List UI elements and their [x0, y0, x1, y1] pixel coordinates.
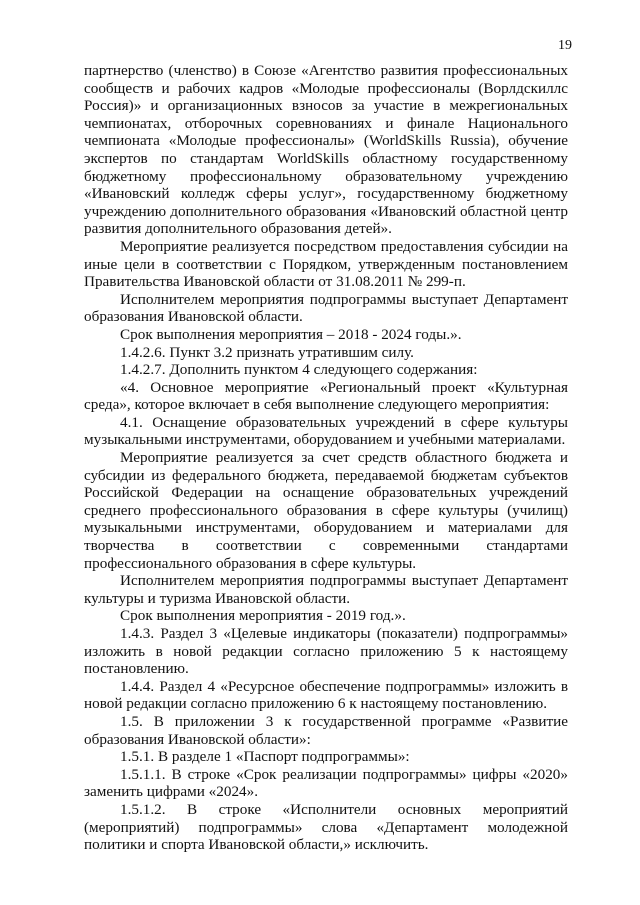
paragraph: 1.4.2.7. Дополнить пунктом 4 следующего содержания: [120, 361, 478, 379]
paragraph: Срок выполнения мероприятия – 2018 - 2024 годы.». [120, 325, 462, 343]
document-body [84, 62, 568, 854]
paragraph: Срок выполнения мероприятия - 2019 год.». [120, 607, 406, 625]
paragraph: Исполнителем мероприятия подпрограммы выступает Департамент образования Ивановской области. [84, 290, 568, 326]
paragraph: Мероприятие реализуется за счет средств областного бюджета и субсидии из федерального бюджета, передаваемой бюджетам субъектов Российской Федерации на оснащение образовательных учреждений среднего профессионального образования в сфере культуры (училищ) музыкальными инструментами, оборудованием и материалами для творчества в соответствии с современными стандартами профессионального образования в сфере культуры. [84, 449, 568, 572]
paragraph: 4.1. Оснащение образовательных учреждений в сфере культуры музыкальными инструментами, оборудованием и учебными материалами. [84, 413, 568, 449]
paragraph: Исполнителем мероприятия подпрограммы выступает Департамент культуры и туризма Ивановской области. [84, 572, 568, 607]
paragraph: Мероприятие реализуется посредством предоставления субсидии на иные цели в соответствии с Порядком, утвержденным постановлением Правительства Ивановской области от 31.08.2011 № 299-п. [84, 237, 568, 291]
paragraph: 1.5.1. В разделе 1 «Паспорт подпрограммы»: [120, 748, 410, 766]
page-number: 19 [558, 38, 572, 53]
paragraph: 1.4.2.6. Пункт 3.2 признать утратившим силу. [120, 343, 414, 361]
paragraph: 1.5. В приложении 3 к государственной программе «Развитие образования Ивановской области»: [84, 712, 568, 748]
paragraph: 1.4.3. Раздел 3 «Целевые индикаторы (показатели) подпрограммы» изложить в новой редакции согласно приложению 5 к настоящему постановлению. [84, 625, 568, 678]
paragraph: 1.5.1.1. В строке «Срок реализации подпрограммы» цифры «2020» заменить цифрами «2024». [84, 765, 568, 801]
paragraph: партнерство (членство) в Союзе «Агентство развития профессиональных сообществ и рабочих кадров «Молодые профессионалы (Ворлдскиллс Россия)» и организационных взносов за участие в межрегиональных чемпионатах, отборочных соревнованиях и финале Национального чемпионата «Молодые профессионалы» (WorldSkills Russia), обучение экспертов по стандартам WorldSkills областному государственному бюджетному профессиональному образовательному учреждению «Ивановский колледж сферы услуг», государственному бюджетному учреждению дополнительного образования «Ивановский областной центр развития дополнительного образования детей». [84, 62, 568, 238]
paragraph: «4. Основное мероприятие «Региональный проект «Культурная среда», которое включает в себя выполнение следующего мероприятия: [84, 378, 568, 414]
paragraph: 1.5.1.2. В строке «Исполнители основных мероприятий (мероприятий) подпрограммы» слова «Департамент молодежной политики и спорта Ивановской области,» исключить. [84, 800, 568, 854]
paragraph: 1.4.4. Раздел 4 «Ресурсное обеспечение подпрограммы» изложить в новой редакции согласно приложению 6 к настоящему постановлению. [84, 677, 568, 713]
